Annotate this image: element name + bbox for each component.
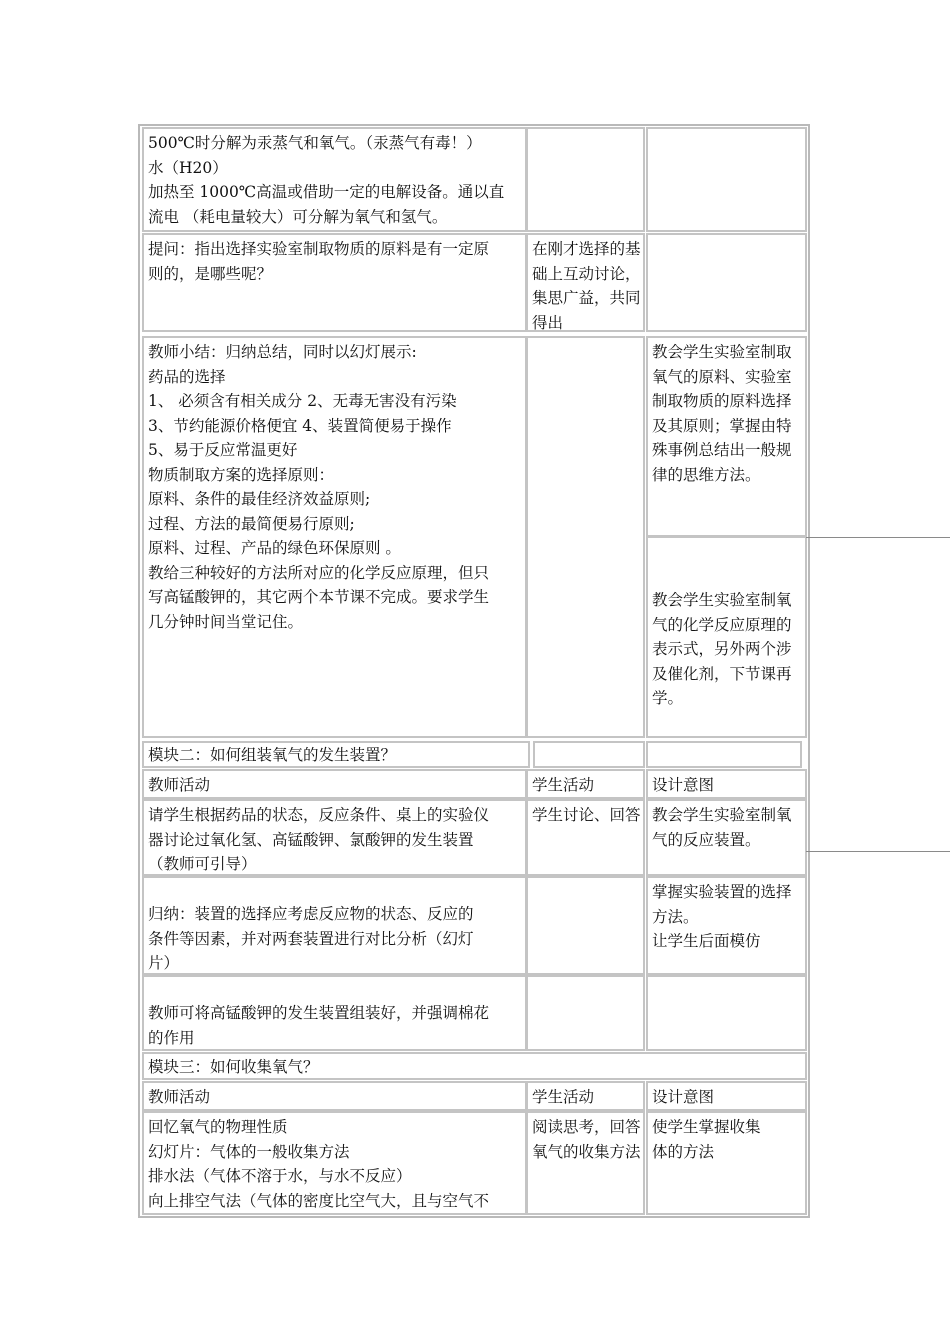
text-line: 让学生后面模仿 bbox=[652, 932, 761, 950]
text-line: 学。 bbox=[652, 689, 684, 707]
text-line: 500℃时分解为汞蒸气和氧气。（汞蒸气有毒！） bbox=[148, 134, 482, 152]
text-line: 教会学生实验室制氧 bbox=[652, 591, 792, 609]
text-line: 殊事例总结出一般规 bbox=[652, 441, 792, 459]
text-line: 5、易于反应常温更好 bbox=[148, 441, 298, 459]
text-line: 归纳：装置的选择应考虑反应物的状态、反应的 bbox=[148, 905, 474, 923]
module2-teacher-c bbox=[142, 975, 527, 1051]
module2-design-a bbox=[646, 799, 807, 876]
text-line: 教会学生实验室制氧 bbox=[652, 806, 792, 824]
module3-title: 模块三：如何收集氧气？ bbox=[142, 1052, 807, 1080]
text-line: 水（H20） bbox=[148, 158, 228, 177]
text-line: 教师可将高锰酸钾的发生装置组装好，并强调棉花 bbox=[148, 1004, 490, 1022]
module2-title-blank-b bbox=[646, 741, 802, 768]
stray-rule-lower bbox=[806, 851, 950, 852]
text-line: 氧气的原料、实验室 bbox=[652, 367, 792, 386]
module2-title: 模块二：如何组装氧气的发生装置？ bbox=[142, 741, 530, 768]
module3-design-a bbox=[646, 1111, 807, 1215]
text-line: 氧气的收集方法 bbox=[532, 1142, 641, 1161]
module2-title-blank-a bbox=[533, 741, 645, 768]
module2-header-teacher: 教师活动 bbox=[142, 769, 527, 799]
text-line: 几分钟时间当堂记住。 bbox=[148, 612, 304, 631]
text-line: 阅读思考，回答 bbox=[532, 1118, 641, 1136]
text-line: 气的反应装置。 bbox=[652, 830, 761, 849]
text-line: 1、 必须含有相关成分 2、无毒无害没有污染 bbox=[148, 392, 457, 410]
text-line: 教会学生实验室制取 bbox=[652, 343, 792, 361]
module2-header-design: 设计意图 bbox=[646, 769, 807, 799]
module2-student-a bbox=[526, 799, 645, 876]
module3-header-student: 学生活动 bbox=[526, 1081, 645, 1111]
module2-teacher-a bbox=[142, 799, 527, 876]
text-line: 过程、方法的最简便易行原则; bbox=[148, 514, 355, 533]
text-line: 原料、过程、产品的绿色环保原则 。 bbox=[148, 539, 401, 557]
module2-student-c bbox=[526, 975, 645, 1051]
text-line: 加热至 1000℃高温或借助一定的电解设备。通以直 bbox=[148, 183, 505, 201]
design-cell-r3b bbox=[646, 536, 807, 738]
text-line: 使学生掌握收集 bbox=[652, 1118, 761, 1136]
module2-design-c bbox=[646, 975, 807, 1051]
module3-header-design: 设计意图 bbox=[646, 1081, 807, 1111]
text-line: 器讨论过氧化氢、高锰酸钾、氯酸钾的发生装置 bbox=[148, 830, 474, 849]
text-line: 请学生根据药品的状态，反应条件、桌上的实验仪 bbox=[148, 806, 490, 824]
text-line: 体的方法 bbox=[652, 1142, 715, 1161]
module2-teacher-b bbox=[142, 876, 527, 975]
text-line: 流电 （耗电量较大）可分解为氧气和氢气。 bbox=[148, 207, 448, 226]
text-line: 方法。 bbox=[652, 907, 699, 926]
design-cell-r2 bbox=[646, 233, 807, 332]
teacher-cell-r3 bbox=[142, 336, 527, 738]
student-cell-r3 bbox=[526, 336, 645, 738]
design-cell-r1 bbox=[646, 127, 807, 232]
text-line: 集思广益，共同 bbox=[532, 289, 641, 307]
text-line: 及催化剂，下节课再 bbox=[652, 664, 792, 683]
text-line: 律的思维方法。 bbox=[652, 465, 761, 484]
text-line: 表示式，另外两个涉 bbox=[652, 640, 792, 658]
text-line: 教给三种较好的方法所对应的化学反应原理，但只 bbox=[148, 563, 490, 582]
module3-teacher-a bbox=[142, 1111, 527, 1215]
text-line: 础上互动讨论， bbox=[532, 264, 641, 283]
stray-rule-upper bbox=[806, 537, 950, 538]
text-line: 条件等因素，并对两套装置进行对比分析（幻灯 bbox=[148, 929, 474, 948]
text-line: 在刚才选择的基 bbox=[532, 240, 641, 258]
text-line: 3、节约能源价格便宜 4、装置简便易于操作 bbox=[148, 416, 452, 435]
design-cell-r3a bbox=[646, 336, 807, 537]
module2-student-b bbox=[526, 876, 645, 975]
text-line: 教师小结：归纳总结，同时以幻灯展示: bbox=[148, 343, 417, 361]
text-line: 制取物质的原料选择 bbox=[652, 392, 792, 410]
module2-header-student: 学生活动 bbox=[526, 769, 645, 799]
text-line: 物质制取方案的选择原则： bbox=[148, 465, 335, 484]
text-line: 写高锰酸钾的，其它两个本节课不完成。要求学生 bbox=[148, 588, 490, 606]
module3-header-teacher: 教师活动 bbox=[142, 1081, 527, 1111]
text-line: 得出 bbox=[532, 313, 564, 332]
text-line: 则的，是哪些呢？ bbox=[148, 264, 273, 283]
text-line: 掌握实验装置的选择 bbox=[652, 883, 792, 901]
text-line: 原料、条件的最佳经济效益原则; bbox=[148, 490, 371, 508]
text-line: 气的化学反应原理的 bbox=[652, 615, 792, 634]
text-line: 及其原则；掌握由特 bbox=[652, 416, 792, 435]
student-cell-r2 bbox=[526, 233, 645, 332]
teacher-cell-r1 bbox=[142, 127, 527, 232]
text-line: 学生讨论、回答 bbox=[532, 806, 641, 824]
text-line: 排水法（气体不溶于水，与水不反应） bbox=[148, 1167, 412, 1185]
text-line: 的作用 bbox=[148, 1028, 195, 1047]
student-cell-r1 bbox=[526, 127, 645, 232]
text-line: （教师可引导） bbox=[148, 855, 257, 873]
text-line: 回忆氧气的物理性质 bbox=[148, 1118, 288, 1136]
text-line: 幻灯片：气体的一般收集方法 bbox=[148, 1142, 350, 1161]
text-line: 片） bbox=[148, 954, 180, 972]
text-line: 提问：指出选择实验室制取物质的原料是有一定原 bbox=[148, 240, 490, 258]
teacher-cell-r2 bbox=[142, 233, 527, 332]
text-line: 向上排空气法（气体的密度比空气大，且与空气不 bbox=[148, 1191, 490, 1210]
module3-student-a bbox=[526, 1111, 645, 1215]
module2-design-b bbox=[646, 876, 807, 975]
text-line: 药品的选择 bbox=[148, 367, 226, 386]
